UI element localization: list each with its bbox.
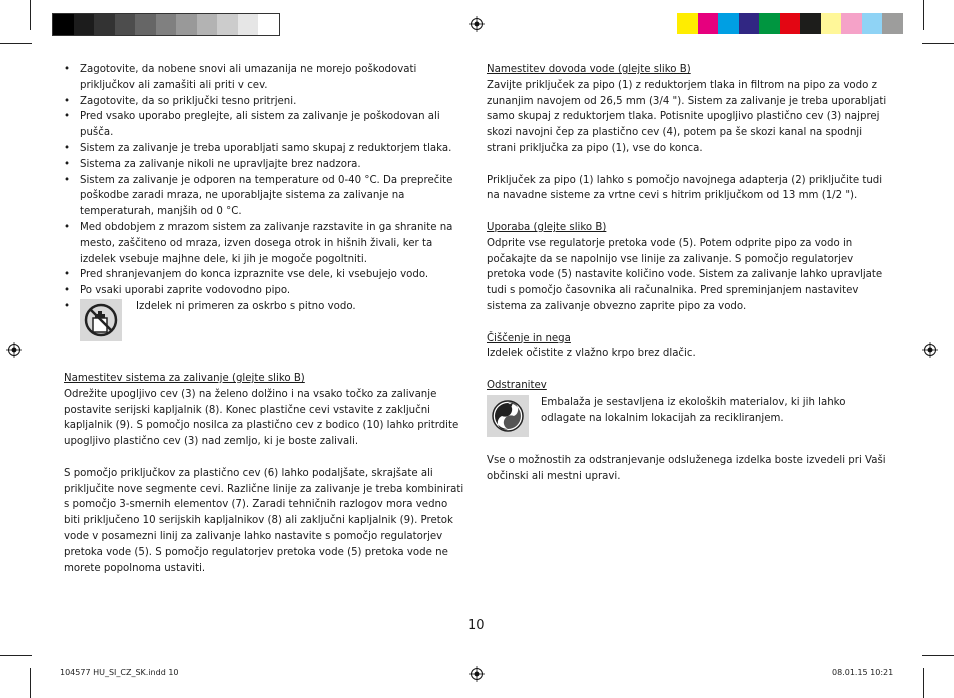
paragraph: Odrežite upogljivo cev (3) na želeno dolžino i na vsako točko za zalivanje postavite serijski kapljalnik (8). Konec plastične cevi vstavite z zaključni kapljalnik (9). S pomočjo nosilca za plastično cev z bodico (10) lahko pritrdite upogljivo plastično cev (3) nad zemljo, ki je boste zalivali. (64, 388, 459, 448)
list-item: • Pred shranjevanjem do konca izpraznite vse dele, ki vsebujejo vodo. (64, 267, 464, 283)
color-swatch (841, 13, 862, 34)
crop-mark (30, 0, 31, 30)
gray-calibration-bar (52, 13, 280, 36)
paragraph: Zavijte priključek za pipo (1) z reduktorjem tlaka in filtrom na pipo za vodo z zunanjim navojem od 26,5 mm (3/4 "). Sistem za zalivanje je treba uporabljati samo skupaj z reduktorjem tlaka. Potisnite upogljivo plastično cev (3) najprej skozi navojni čep za plastično cev (4), potem pa še skozi kanal na spodnji strani priključka za pipo (1), vse do konca. (487, 79, 887, 154)
page-number: 10 (468, 618, 485, 633)
paragraph: Odprite vse regulatorje pretoka vode (5). Potem odprite pipo za vodo in počakajte da se napolnijo vse linije za zalivanje. S pomočjo regulatorjev pretoka vode (5) nastavite količino vode. Sistem za zalivanje lahko upravljate tudi s pomočjo časovnika ali računalnika. Pred spreminjanjem nastavitev sistema za zalivanje obvezno zaprite pipo za vodo. (487, 237, 883, 312)
left-column (64, 62, 464, 576)
section-heading: Uporaba (glejte sliko B) (487, 221, 607, 233)
list-item: • Sistema za zalivanje nikoli ne upravljajte brez nadzora. (64, 157, 464, 173)
crop-mark (0, 655, 32, 656)
registration-mark-icon (469, 666, 485, 682)
gray-swatch (53, 14, 74, 35)
list-item: • Sistem za zalivanje je odporen na temperature od 0-40 °C. Da preprečite poškodbe zaradi mraza, ne uporabljajte sistema za zalivanje na temperaturah, manjših od 0 °C. (64, 173, 464, 220)
color-swatch (759, 13, 780, 34)
color-swatch (800, 13, 821, 34)
print-slug-file: 104577 HU_SI_CZ_SK.indd 10 (60, 668, 179, 677)
icon-note: • Izdelek ni primeren za oskrbo s pitno vodo. (136, 300, 356, 312)
no-drinking-water-icon (80, 299, 122, 341)
list-item (64, 299, 464, 341)
list-item: • Zagotovite, da nobene snovi ali umazanija ne morejo poškodovati priključkov ali zamašiti ali priti v cev. (64, 62, 464, 94)
color-calibration-bar (677, 13, 903, 34)
section-heading: Namestitev sistema za zalivanje (glejte sliko B) (64, 372, 305, 384)
gray-swatch (135, 14, 156, 35)
paragraph: Vse o možnostih za odstranjevanje odsluženega izdelka boste izvedeli pri Vaši občinski ali mestni upravi. (487, 454, 886, 482)
gray-swatch (115, 14, 136, 35)
crop-mark (30, 668, 31, 698)
color-swatch (882, 13, 903, 34)
gray-swatch (197, 14, 218, 35)
crop-mark (923, 668, 924, 698)
list-item: • Med obdobjem z mrazom sistem za zalivanje razstavite in ga shranite na mesto, zaščiteno od mraza, izven dosega otrok in hišnih živali, ker ta izdelek vsebuje majhne dele, ki jih je mogoče pogoltniti. (64, 220, 464, 267)
list-item: • Sistem za zalivanje je treba uporabljati samo skupaj z reduktorjem tlaka. (64, 141, 464, 157)
list-item: • Po vsaki uporabi zaprite vodovodno pipo. (64, 283, 464, 299)
gray-swatch (156, 14, 177, 35)
recycling-green-dot-icon (487, 395, 529, 437)
paragraph: Izdelek očistite z vlažno krpo brez dlačic. (487, 348, 696, 360)
color-swatch (698, 13, 719, 34)
crop-mark (922, 43, 954, 44)
safety-list (64, 62, 464, 299)
paragraph: S pomočjo priključkov za plastično cev (6) lahko podaljšate, skrajšate ali priključite nove segmente cevi. Različne linije za zalivanje je treba kombinirati s pomočjo 3-smernih elementov (7). Zaradi tehničnih razlogov mora vedno biti priključeno 10 serijskih kapljalnikov (8) ali zaključni kapljalnik (9). Pretok vode v posamezni linij za zalivanje lahko nastavite s pomočjo regulatorjev pretoka vode (5). S pomočjo regulatorjev pretoka vode (5) pretoka vode ne morete popolnoma ustaviti. (64, 467, 464, 574)
paragraph: Priključek za pipo (1) lahko s pomočjo navojnega adapterja (2) priključite tudi na navadne sisteme za vrtne cevi s hitrim priključkom od 13 mm (1/2 "). (487, 174, 883, 202)
crop-mark (0, 43, 32, 44)
gray-swatch (94, 14, 115, 35)
section-heading: Odstranitev (487, 379, 547, 391)
list-item: • Pred vsako uporabo preglejte, ali sistem za zalivanje je poškodovan ali pušča. (64, 109, 464, 141)
color-swatch (780, 13, 801, 34)
recycle-note: Embalaža je sestavljena iz ekoloških materialov, ki jih lahko odlagate na lokalnim lokacijah za recikliranjem. (541, 396, 846, 424)
right-column (487, 62, 890, 484)
section-heading: Čiščenje in nega (487, 332, 571, 344)
gray-swatch (176, 14, 197, 35)
color-swatch (677, 13, 698, 34)
section-heading: Namestitev dovoda vode (glejte sliko B) (487, 64, 691, 75)
color-swatch (821, 13, 842, 34)
color-swatch (739, 13, 760, 34)
list-item: • Zagotovite, da so priključki tesno pritrjeni. (64, 94, 464, 110)
registration-mark-icon (922, 342, 938, 358)
print-slug-date: 08.01.15 10:21 (832, 668, 894, 677)
gray-swatch (74, 14, 95, 35)
registration-mark-icon (469, 16, 485, 32)
safety-list-icon-item (64, 299, 464, 341)
crop-mark (922, 655, 954, 656)
registration-mark-icon (6, 342, 22, 358)
color-swatch (718, 13, 739, 34)
color-swatch (862, 13, 883, 34)
crop-mark (923, 0, 924, 30)
gray-swatch (238, 14, 259, 35)
gray-swatch (258, 14, 279, 35)
gray-swatch (217, 14, 238, 35)
